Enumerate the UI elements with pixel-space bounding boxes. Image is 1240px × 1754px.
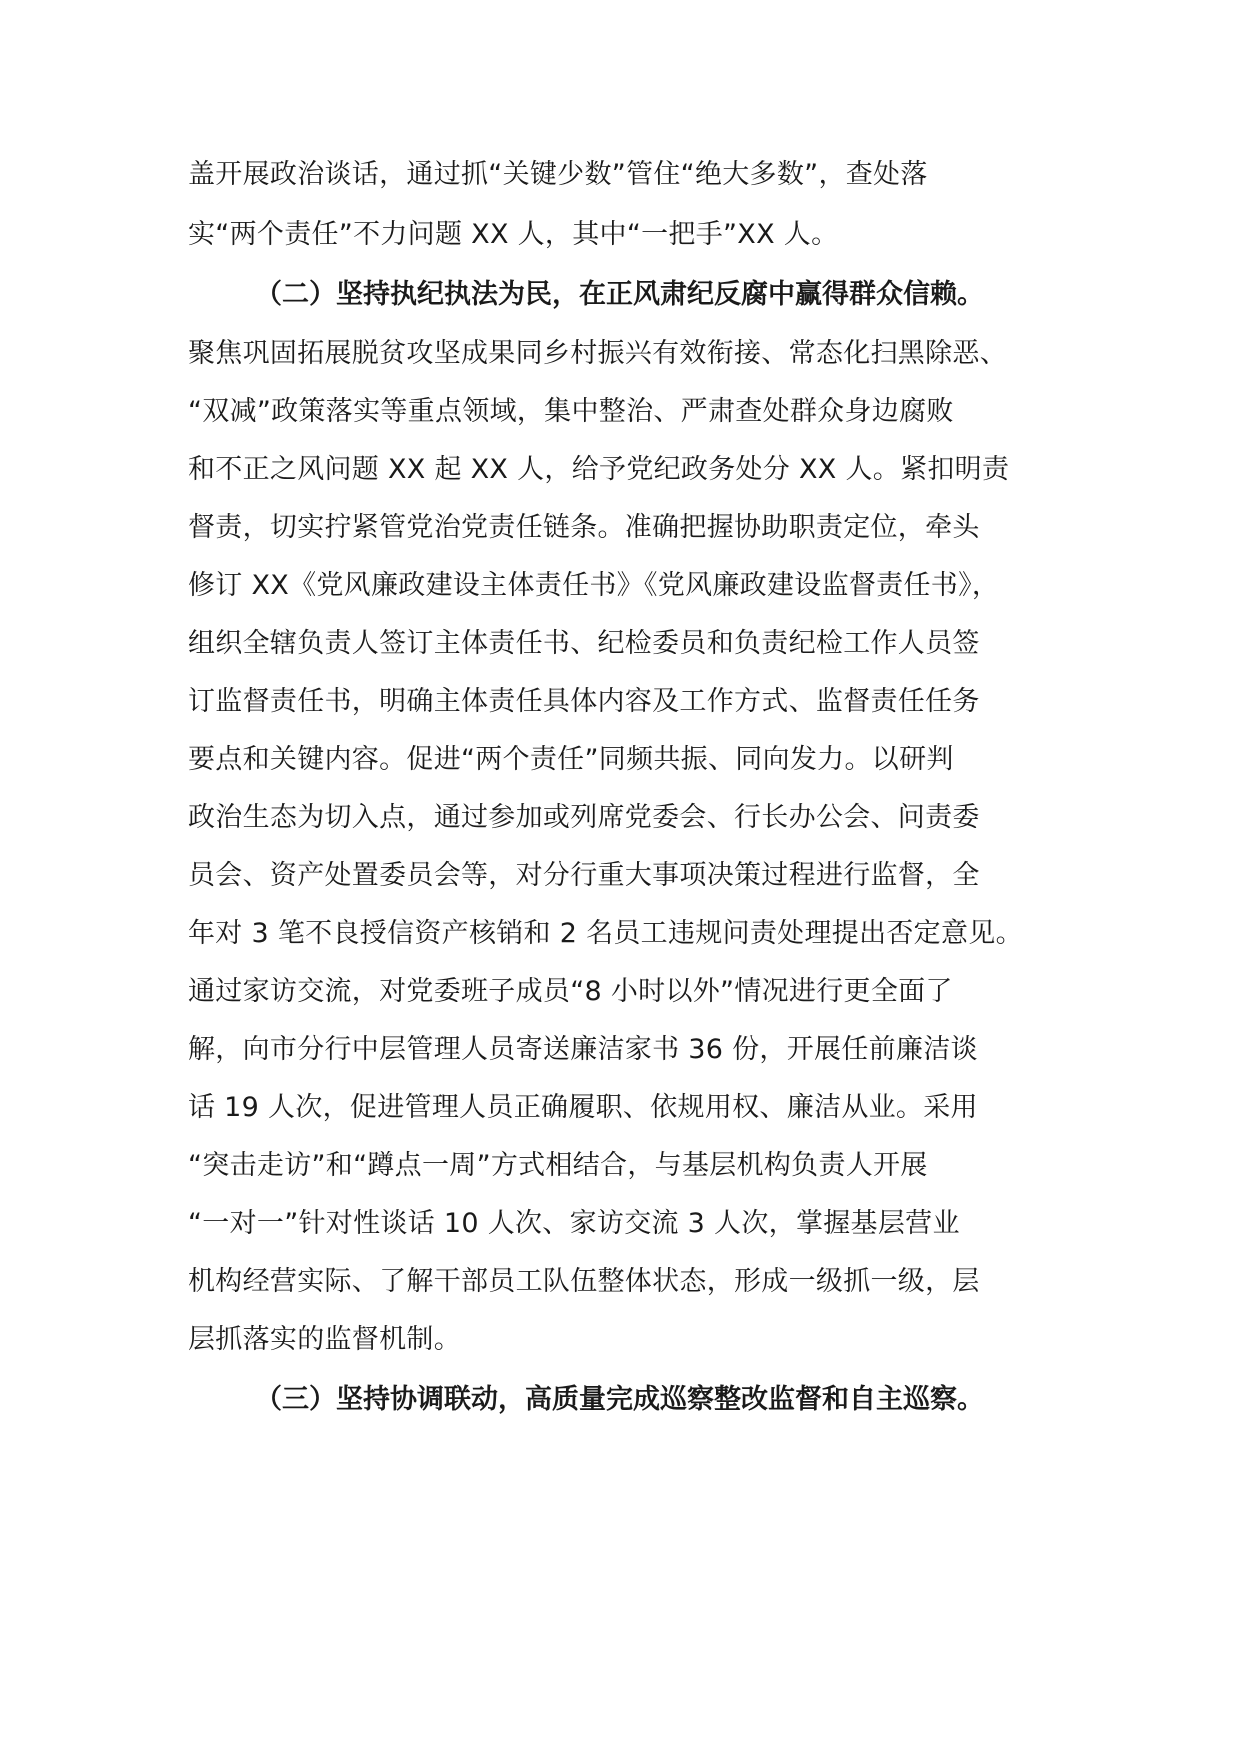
text-line: 员会、资产处置委员会等，对分行重大事项决策过程进行监督，全 [188,860,980,891]
text-line: 组织全辖负责人签订主体责任书、纪检委员和负责纪检工作人员签 [188,628,980,659]
text-line: 层抓落实的监督机制。 [188,1324,461,1355]
text-line: 订监督责任书，明确主体责任具体内容及工作方式、监督责任任务 [188,686,980,717]
text-line: 话 19 人次，促进管理人员正确履职、依规用权、廉洁从业。采用 [188,1092,978,1123]
text-line: “突击走访”和“蹲点一周”方式相结合，与基层机构负责人开展 [188,1150,928,1181]
text-line: 要点和关键内容。促进“两个责任”同频共振、同向发力。以研判 [188,744,954,775]
text-line: 聚焦巩固拓展脱贫攻坚成果同乡村振兴有效衔接、常态化扫黑除恶、 [188,338,1007,369]
text-line: 年对 3 笔不良授信资产核销和 2 名员工违规问责处理提出否定意见。 [188,918,1023,949]
text-line: 通过家访交流，对党委班子成员“8 小时以外”情况进行更全面了 [188,976,953,1007]
section-heading-2: （二）坚持执纪执法为民，在正风肃纪反腐中赢得群众信赖。 [255,279,984,310]
text-line: “双减”政策落实等重点领域，集中整治、严肃查处群众身边腐败 [188,396,954,427]
text-line: 和不正之风问题 XX 起 XX 人，给予党纪政务处分 XX 人。紧扣明责 [188,454,1010,485]
text-line: “一对一”针对性谈话 10 人次、家访交流 3 人次，掌握基层营业 [188,1208,960,1239]
section-heading-3: （三）坚持协调联动，高质量完成巡察整改监督和自主巡察。 [255,1384,984,1415]
text-line: 解，向市分行中层管理人员寄送廉洁家书 36 份，开展任前廉洁谈 [188,1034,978,1065]
text-line: 修订 XX《党风廉政建设主体责任书》《党风廉政建设监督责任书》， [188,570,1000,601]
text-line: 机构经营实际、了解干部员工队伍整体状态，形成一级抓一级，层 [188,1266,980,1297]
text-line: 政治生态为切入点，通过参加或列席党委会、行长办公会、问责委 [188,802,980,833]
text-line: 督责，切实拧紧管党治党责任链条。准确把握协助职责定位，牵头 [188,512,980,543]
text-line: 实“两个责任”不力问题 XX 人，其中“一把手”XX 人。 [188,219,839,250]
text-line: 盖开展政治谈话，通过抓“关键少数”管住“绝大多数”，查处落 [188,159,928,190]
